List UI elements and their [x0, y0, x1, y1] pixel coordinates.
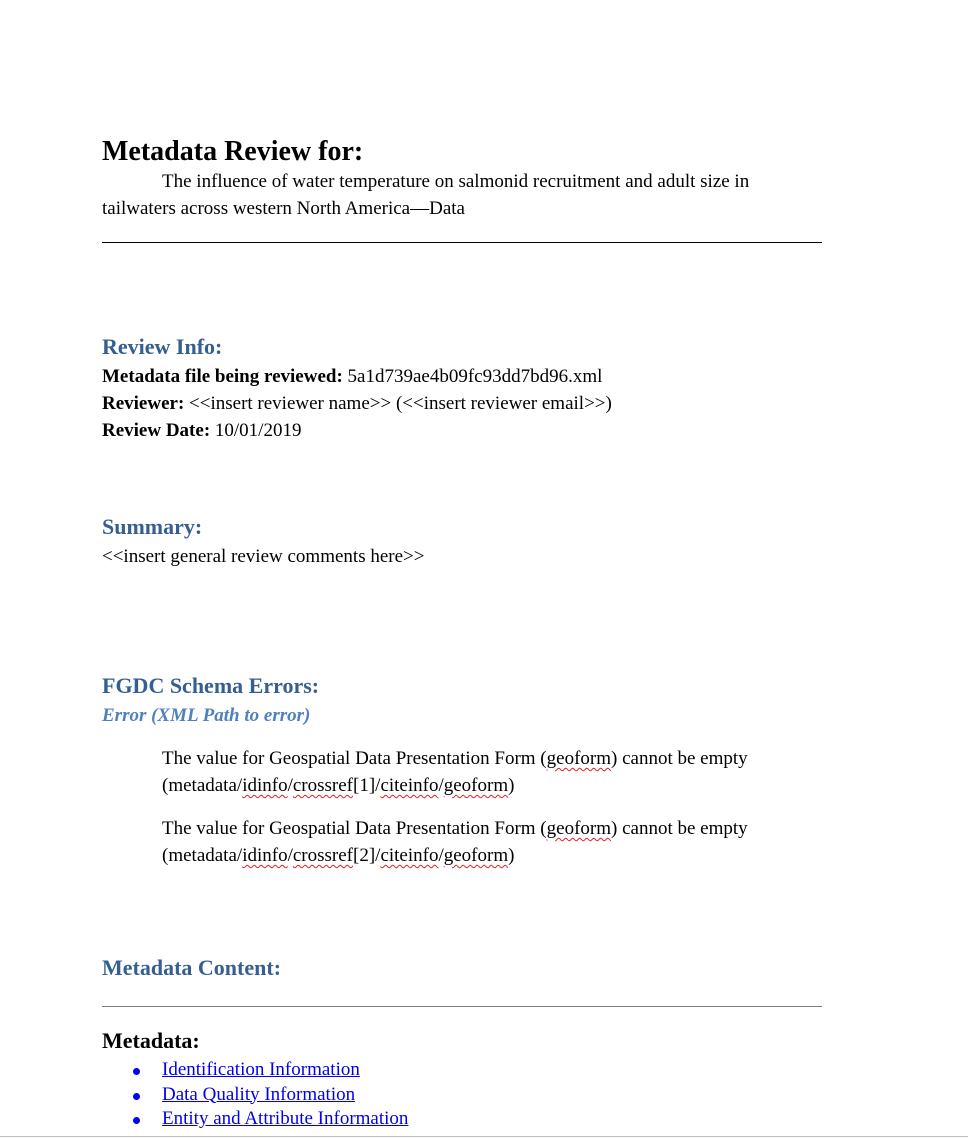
xml-path-separator: / — [287, 845, 293, 866]
metadata-file-label: Metadata file being reviewed: — [102, 366, 343, 387]
identification-information-link[interactable]: Identification Information — [162, 1059, 360, 1080]
bullet-icon — [133, 1068, 140, 1075]
summary-heading: Summary: — [102, 514, 203, 539]
metadata-file-line — [102, 363, 612, 390]
reviewer-line — [102, 390, 612, 417]
error-path-subheading: Error (XML Path to error) — [102, 705, 311, 726]
summary-text: <<insert general review comments here>> — [102, 546, 425, 567]
page-bottom-edge — [0, 1136, 968, 1137]
xml-path-segment: crossref — [292, 845, 353, 866]
toc-item-identification — [102, 1058, 408, 1083]
entity-attribute-information-link[interactable]: Entity and Attribute Information — [162, 1108, 409, 1129]
xml-path-segment: geoform — [443, 775, 509, 796]
document-title: Metadata Review for: — [102, 136, 364, 167]
toc-item-data-quality — [102, 1083, 408, 1108]
error-message-prefix: The value for Geospatial Data Presentation Form ( — [162, 818, 547, 839]
schema-error-item — [162, 815, 802, 869]
reviewer-label: Reviewer: — [102, 393, 185, 414]
error-message-suffix: ) cannot be empty — [611, 818, 748, 839]
xml-path-separator: / — [287, 775, 293, 796]
toc-item-entity-attribute — [102, 1107, 408, 1132]
error-message-suffix: ) cannot be empty — [611, 748, 748, 769]
metadata-toc-list — [102, 1058, 408, 1132]
document-subtitle: The influence of water temperature on salmonid recruitment and adult size in tailwaters across western North America—Data — [102, 171, 750, 219]
xml-path-segment: idinfo — [242, 775, 288, 796]
bullet-icon — [133, 1117, 140, 1124]
error-message-prefix: The value for Geospatial Data Presentation Form ( — [162, 748, 547, 769]
metadata-heading: Metadata: — [102, 1028, 200, 1053]
error-term: geoform — [546, 818, 612, 839]
xml-path-index: [2]/ — [353, 845, 381, 866]
error-term: geoform — [546, 748, 612, 769]
xml-path-open: (metadata/ — [162, 845, 243, 866]
review-info-heading: Review Info: — [102, 334, 223, 359]
xml-path-segment: crossref — [292, 775, 353, 796]
xml-path-index: [1]/ — [353, 775, 381, 796]
xml-path-segment: citeinfo — [380, 845, 439, 866]
schema-error-item — [162, 745, 802, 799]
xml-path-segment: geoform — [443, 845, 509, 866]
reviewer-value: <<insert reviewer name>> (<<insert reviewer email>>) — [189, 393, 612, 414]
xml-path-separator: / — [438, 845, 444, 866]
xml-path-segment: citeinfo — [380, 775, 439, 796]
xml-path-close: ) — [508, 845, 515, 866]
metadata-file-value: 5a1d739ae4b09fc93dd7bd96.xml — [347, 366, 603, 387]
fgdc-schema-errors-heading: FGDC Schema Errors: — [102, 673, 320, 698]
xml-path-segment: idinfo — [242, 845, 288, 866]
review-date-label: Review Date: — [102, 420, 211, 441]
review-date-value: 10/01/2019 — [214, 420, 302, 441]
bullet-icon — [133, 1093, 140, 1100]
xml-path-open: (metadata/ — [162, 775, 243, 796]
metadata-content-heading: Metadata Content: — [102, 955, 282, 980]
title-divider — [102, 242, 822, 243]
review-info-block — [102, 363, 612, 444]
content-divider — [102, 1006, 822, 1007]
review-date-line — [102, 417, 612, 444]
xml-path-close: ) — [508, 775, 515, 796]
data-quality-information-link[interactable]: Data Quality Information — [162, 1083, 356, 1105]
xml-path-separator: / — [438, 775, 444, 796]
